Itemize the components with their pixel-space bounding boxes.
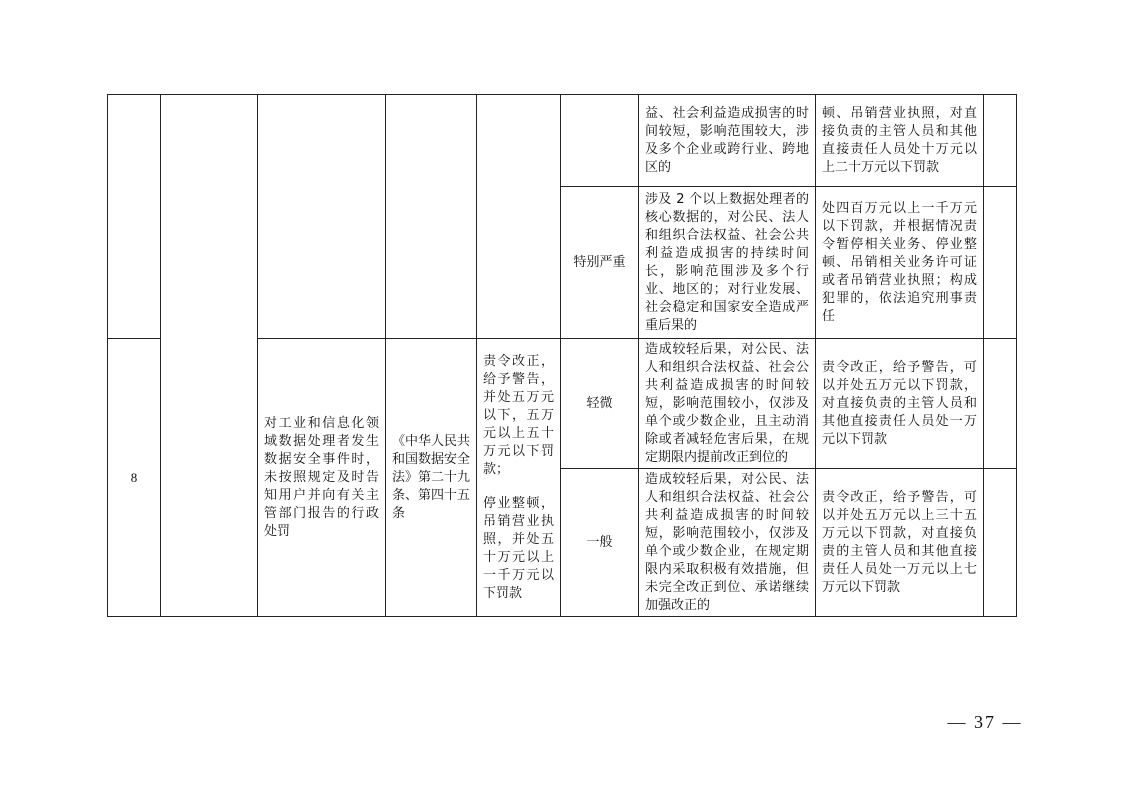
page-number: — 37 — — [947, 712, 1023, 732]
cell-level: 轻微 — [561, 339, 639, 469]
cell-condition: 造成较轻后果，对公民、法人和组织合法权益、社会公共利益造成损害的时间较短，影响范围较小，仅涉及单个或少数企业，且主动消除或者减轻危害后果，在规定期限内提前改正到位的 — [639, 339, 816, 469]
cell-remark — [984, 469, 1017, 617]
cell-level — [561, 95, 639, 187]
penalty-table — [107, 94, 1017, 617]
cell-condition: 益、社会利益造成损害的时间较短，影响范围较大，涉及多个企业或跨行业、跨地区的 — [639, 95, 816, 187]
cell-penalty: 处四百万元以上一千万元以下罚款，并根据情况责令暂停相关业务、停业整顿、吊销相关业务许可证或者吊销营业执照；构成犯罪的，依法追究刑事责任 — [816, 187, 984, 339]
cell-basis-continued — [386, 95, 477, 339]
cell-penalty: 责令改正，给予警告，可以并处五万元以上三十五万元以下罚款，对直接负责的主管人员和其他直接责任人员处一万元以上七万元以下罚款 — [816, 469, 984, 617]
cell-remark — [984, 95, 1017, 187]
cell-matter-continued — [258, 95, 386, 339]
cell-remark — [984, 187, 1017, 339]
range-part-1: 责令改正，给予警告，并处五万元以下，五万元以上五十万元以下罚款； — [483, 353, 554, 477]
cell-range — [477, 339, 561, 617]
cell-penalty: 责令改正，给予警告，可以并处五万元以下罚款，对直接负责的主管人员和其他直接责任人员处一万元以下罚款 — [816, 339, 984, 469]
cell-level: 一般 — [561, 469, 639, 617]
cell-number-continued — [108, 95, 161, 339]
item-number: 8 — [108, 339, 161, 617]
cell-category-continued — [161, 95, 258, 617]
cell-range-continued — [477, 95, 561, 339]
range-part-2: 停业整顿，吊销营业执照，并处五十万元以上一千万元以下罚款 — [483, 495, 554, 601]
cell-condition: 涉及 2 个以上数据处理者的核心数据的，对公民、法人和组织合法权益、社会公共利益造成损害的持续时间长，影响范围涉及多个行业、地区的；对行业发展、社会稳定和国家安全造成严重后果的 — [639, 187, 816, 339]
table-row — [108, 95, 1017, 187]
cell-matter: 对工业和信息化领域数据处理者发生数据安全事件时，未按照规定及时告知用户并向有关主管部门报告的行政处罚 — [258, 339, 386, 617]
cell-penalty: 顿、吊销营业执照，对直接负责的主管人员和其他直接责任人员处十万元以上二十万元以下罚款 — [816, 95, 984, 187]
cell-remark — [984, 339, 1017, 469]
cell-basis: 《中华人民共和国数据安全法》第二十九条、第四十五条 — [386, 339, 477, 617]
cell-level: 特别严重 — [561, 187, 639, 339]
cell-condition: 造成较轻后果，对公民、法人和组织合法权益、社会公共利益造成损害的时间较短，影响范围较小，仅涉及单个或少数企业，在规定期限内采取积极有效措施，但未完全改正到位、承诺继续加强改正的 — [639, 469, 816, 617]
